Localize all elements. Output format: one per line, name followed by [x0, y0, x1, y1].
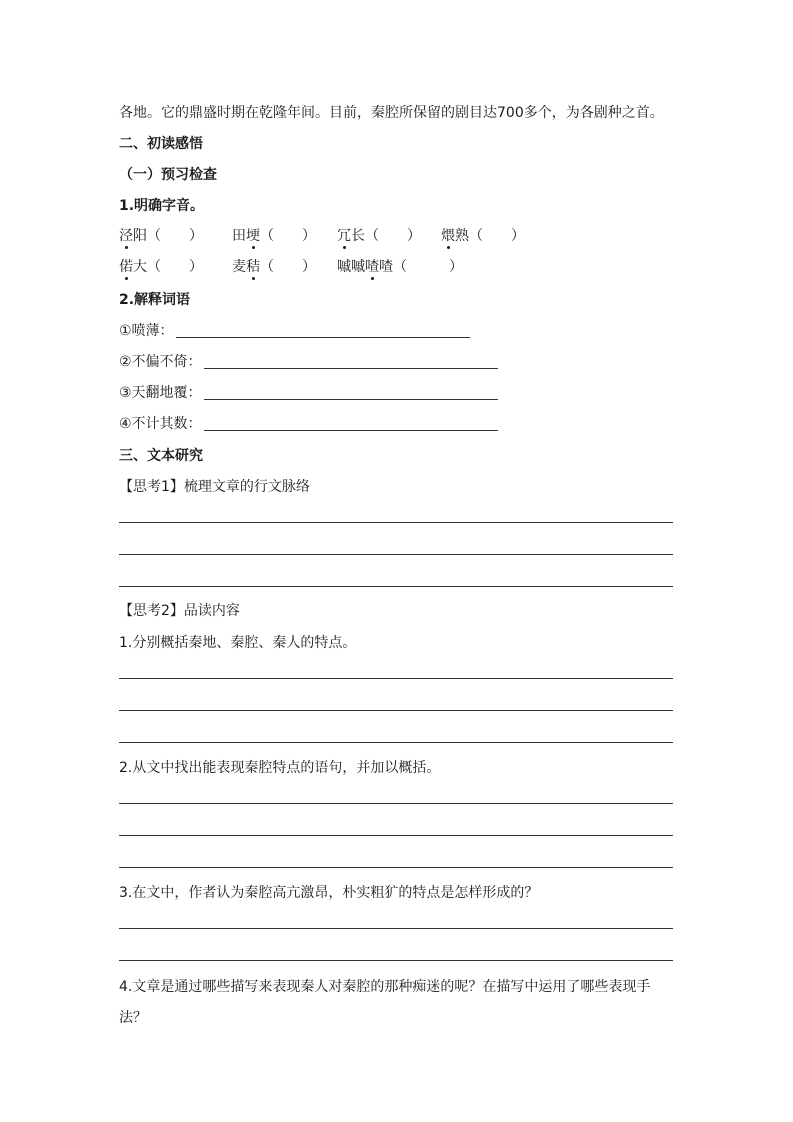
answer-line[interactable]	[119, 742, 673, 743]
question-1-characteristics: 1.分别概括秦地、秦腔、秦人的特点。	[119, 635, 357, 651]
section-heading-initial-reading: 二、初读感悟	[119, 136, 203, 152]
question-pronunciation-title: 1.明确字音。	[119, 198, 205, 214]
term-tianfandifu: ③天翻地覆：	[119, 385, 202, 401]
term-tianfandifu-blank[interactable]	[204, 399, 498, 400]
answer-line[interactable]	[119, 835, 673, 836]
pinyin-item-ruoda: 偌大（ ）	[119, 259, 203, 275]
term-penbo-blank[interactable]	[176, 337, 470, 338]
term-bujiqishu: ④不计其数：	[119, 416, 202, 432]
pinyin-item-tiangeng: 田埂（ ）	[232, 228, 316, 244]
pinyin-item-jingyang: 泾阳（ ）	[119, 228, 203, 244]
term-penbo: ①喷薄：	[119, 323, 174, 339]
answer-line[interactable]	[119, 928, 673, 929]
section-heading-text-study: 三、文本研究	[119, 448, 203, 464]
answer-line[interactable]	[119, 960, 673, 961]
subheading-preview-check: （一）预习检查	[119, 167, 217, 183]
question-4-line-1: 4.文章是通过哪些描写来表现秦人对秦腔的那种痴迷的呢？在描写中运用了哪些表现手	[119, 979, 651, 995]
term-bupianbuyi: ②不偏不倚：	[119, 354, 202, 370]
term-bupianbuyi-blank[interactable]	[204, 368, 498, 369]
answer-line[interactable]	[119, 586, 673, 587]
question-explain-words-title: 2.解释词语	[119, 292, 191, 308]
question-3-formation: 3.在文中，作者认为秦腔高亢激昂，朴实粗犷的特点是怎样形成的？	[119, 885, 539, 901]
answer-line[interactable]	[119, 803, 673, 804]
term-bujiqishu-blank[interactable]	[204, 430, 498, 431]
intro-paragraph-tail: 各地。它的鼎盛时期在乾隆年间。目前，秦腔所保留的剧目达700多个，为各剧种之首。	[119, 105, 664, 121]
pinyin-item-qiqichacha: 嘁嘁喳喳（ ）	[337, 259, 463, 275]
answer-line[interactable]	[119, 554, 673, 555]
question-2-find-sentences: 2.从文中找出能表现秦腔特点的语句，并加以概括。	[119, 760, 441, 776]
pinyin-item-maijie: 麦秸（ ）	[232, 259, 316, 275]
pinyin-item-weishu: 煨熟（ ）	[441, 228, 525, 244]
answer-line[interactable]	[119, 710, 673, 711]
answer-line[interactable]	[119, 522, 673, 523]
answer-line[interactable]	[119, 867, 673, 868]
question-4-line-2: 法？	[119, 1010, 147, 1026]
answer-line[interactable]	[119, 678, 673, 679]
think-1-prompt: 【思考1】梳理文章的行文脉络	[119, 479, 310, 495]
think-2-prompt: 【思考2】品读内容	[119, 603, 240, 619]
pinyin-item-rongchang: 冗长（ ）	[337, 228, 421, 244]
